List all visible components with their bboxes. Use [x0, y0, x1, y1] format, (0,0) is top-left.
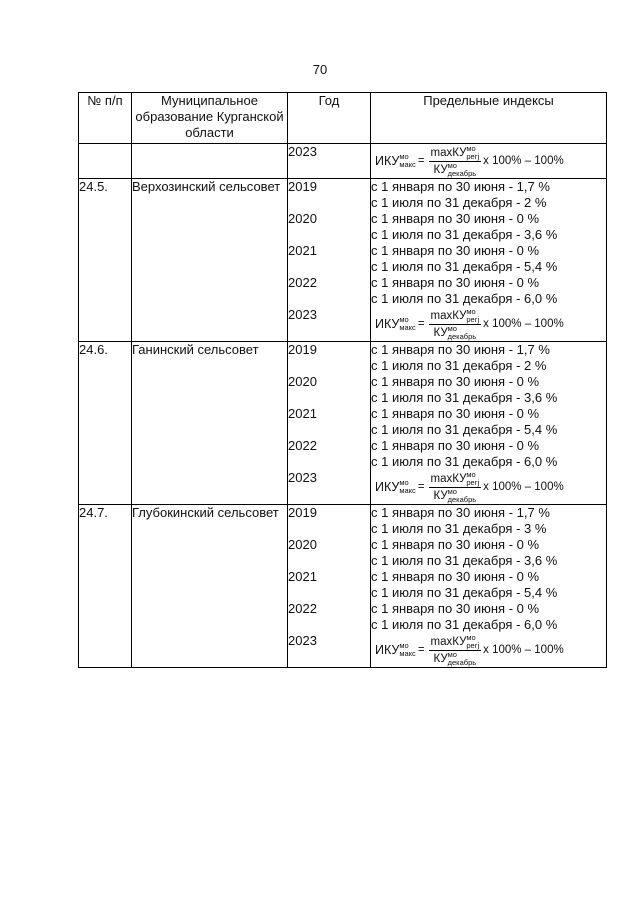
- header-year: Год: [288, 93, 371, 144]
- formula-numerator-sup: мо: [466, 469, 476, 479]
- table-header-row: [79, 93, 607, 144]
- year-value: 2019: [288, 342, 317, 357]
- index-line: с 1 января по 30 июня - 0 %: [371, 211, 540, 226]
- year-value: 2023: [288, 633, 317, 648]
- year-value: 2022: [288, 438, 317, 453]
- index-line: с 1 января по 30 июня - 0 %: [371, 243, 540, 258]
- formula-numerator-indices: [466, 145, 479, 161]
- formula-tail: x 100% – 100%: [483, 318, 564, 330]
- formula-numerator-text: maxКУ: [430, 309, 467, 322]
- continuation-year: 2023: [288, 144, 371, 179]
- formula-denominator-indices: [448, 325, 477, 341]
- formula-denominator-sub: декабрь: [447, 168, 477, 178]
- row-indices: [371, 505, 607, 668]
- formula-numerator-sup: мо: [466, 306, 476, 316]
- formula-tail: x 100% – 100%: [483, 644, 564, 656]
- formula-denominator-text: КУ: [433, 326, 448, 339]
- formula-lhs-indices: [399, 479, 415, 495]
- row-number: 24.5.: [79, 179, 132, 342]
- formula-lhs: ИКУ: [375, 154, 400, 168]
- index-line: с 1 января по 30 июня - 0 %: [371, 601, 540, 616]
- formula-denominator-sub: декабрь: [447, 657, 477, 667]
- formula-numerator-text: maxКУ: [430, 472, 467, 485]
- formula-numerator-indices: [466, 308, 479, 324]
- index-line: с 1 июля по 31 декабря - 2 %: [371, 195, 547, 210]
- formula-lhs-sup: мо: [399, 641, 409, 650]
- formula-denominator-sub: декабрь: [447, 494, 477, 504]
- formula-lhs-sup: мо: [399, 478, 409, 487]
- formula-lhs-indices: [399, 642, 415, 658]
- index-line: с 1 января по 30 июня - 0 %: [371, 537, 540, 552]
- index-line: с 1 июля по 31 декабря - 3,6 %: [371, 553, 558, 568]
- row-municipality: Ганинский сельсовет: [132, 342, 288, 505]
- index-line: с 1 июля по 31 декабря - 3,6 %: [371, 227, 558, 242]
- year-value: 2021: [288, 569, 317, 584]
- formula-numerator-sub: pегj: [466, 640, 480, 650]
- formula: [371, 633, 606, 667]
- formula-numerator: [429, 634, 482, 651]
- formula-lhs: ИКУ: [375, 480, 400, 494]
- continuation-formula-cell: [371, 144, 607, 179]
- row-number: 24.7.: [79, 505, 132, 668]
- continuation-num-cell: [79, 144, 132, 179]
- year-value: 2019: [288, 505, 317, 520]
- row-indices: [371, 342, 607, 505]
- formula-lhs-indices: [399, 316, 415, 332]
- row-municipality: Глубокинский сельсовет: [132, 505, 288, 668]
- index-line: с 1 июля по 31 декабря - 5,4 %: [371, 585, 558, 600]
- index-line: с 1 июля по 31 декабря - 3 %: [371, 521, 547, 536]
- index-line: с 1 июля по 31 декабря - 6,0 %: [371, 291, 558, 306]
- formula: [371, 470, 606, 504]
- formula-denominator-indices: [448, 488, 477, 504]
- formula-equals: =: [417, 644, 425, 656]
- index-line: с 1 января по 30 июня - 0 %: [371, 406, 540, 421]
- formula-denominator-sup: мо: [447, 323, 457, 333]
- row-years: [288, 179, 371, 342]
- formula-denominator: [431, 488, 478, 504]
- header-municipality: Муниципальное образование Курганской области: [132, 93, 288, 144]
- formula-denominator: [431, 325, 478, 341]
- formula-numerator-sub: pегj: [466, 314, 480, 324]
- index-line: с 1 января по 30 июня - 0 %: [371, 438, 540, 453]
- formula-denominator-sup: мо: [447, 160, 457, 170]
- formula-lhs-sub: макс: [399, 649, 416, 658]
- row-indices: [371, 179, 607, 342]
- year-value: 2023: [288, 470, 317, 485]
- year-value: 2023: [288, 307, 317, 322]
- index-line: с 1 января по 30 июня - 0 %: [371, 374, 540, 389]
- year-value: 2021: [288, 243, 317, 258]
- formula: [371, 144, 606, 178]
- formula-lhs-indices: [399, 153, 415, 169]
- formula-numerator-sub: pегj: [466, 477, 480, 487]
- index-line: с 1 января по 30 июня - 1,7 %: [371, 505, 550, 520]
- table-row: [79, 342, 607, 505]
- formula-numerator: [429, 471, 482, 488]
- formula-numerator-sup: мо: [466, 632, 476, 642]
- row-number: 24.6.: [79, 342, 132, 505]
- formula-equals: =: [417, 155, 425, 167]
- formula-denominator-text: КУ: [433, 163, 448, 176]
- index-line: с 1 января по 30 июня - 1,7 %: [371, 342, 550, 357]
- index-line: с 1 января по 30 июня - 1,7 %: [371, 179, 550, 194]
- formula-lhs-sup: мо: [399, 152, 409, 161]
- continuation-row: [79, 144, 607, 179]
- year-value: 2022: [288, 601, 317, 616]
- index-line: с 1 июля по 31 декабря - 6,0 %: [371, 617, 558, 632]
- page-number: 70: [312, 62, 328, 77]
- year-value: 2020: [288, 211, 317, 226]
- year-value: 2021: [288, 406, 317, 421]
- formula-lhs-sub: макс: [399, 160, 416, 169]
- formula-denominator-sub: декабрь: [447, 331, 477, 341]
- row-municipality: Верхозинский сельсовет: [132, 179, 288, 342]
- formula-numerator-indices: [466, 471, 479, 487]
- table-row: [79, 505, 607, 668]
- formula-numerator-text: maxКУ: [430, 146, 467, 159]
- formula-numerator-sup: мо: [466, 143, 476, 153]
- formula-lhs: ИКУ: [375, 643, 400, 657]
- formula-numerator: [429, 308, 482, 325]
- year-value: 2020: [288, 374, 317, 389]
- index-line: с 1 июля по 31 декабря - 6,0 %: [371, 454, 558, 469]
- formula-equals: =: [417, 481, 425, 493]
- continuation-municipality-cell: [132, 144, 288, 179]
- formula-tail: x 100% – 100%: [483, 481, 564, 493]
- year-value: 2019: [288, 179, 317, 194]
- index-line: с 1 июля по 31 декабря - 3,6 %: [371, 390, 558, 405]
- formula-denominator-sup: мо: [447, 649, 457, 659]
- row-years: [288, 342, 371, 505]
- formula-numerator-sub: pегj: [466, 151, 480, 161]
- index-line: с 1 июля по 31 декабря - 5,4 %: [371, 259, 558, 274]
- index-line: с 1 июля по 31 декабря - 2 %: [371, 358, 547, 373]
- formula-fraction: [429, 308, 482, 341]
- formula-denominator: [431, 651, 478, 667]
- year-value: 2022: [288, 275, 317, 290]
- formula-lhs-sub: макс: [399, 323, 416, 332]
- formula-lhs: ИКУ: [375, 317, 400, 331]
- formula-lhs-sub: макс: [399, 486, 416, 495]
- formula-tail: x 100% – 100%: [483, 155, 564, 167]
- formula-denominator: [431, 162, 478, 178]
- formula-denominator-indices: [448, 162, 477, 178]
- formula-lhs-sup: мо: [399, 315, 409, 324]
- index-line: с 1 января по 30 июня - 0 %: [371, 275, 540, 290]
- formula-fraction: [429, 471, 482, 504]
- header-indices: Предельные индексы: [371, 93, 607, 144]
- formula-denominator-text: КУ: [433, 652, 448, 665]
- formula-denominator-indices: [448, 651, 477, 667]
- indices-table: [78, 92, 607, 668]
- formula-fraction: [429, 145, 482, 178]
- row-years: [288, 505, 371, 668]
- formula-denominator-text: КУ: [433, 489, 448, 502]
- year-value: 2020: [288, 537, 317, 552]
- header-num: № п/п: [79, 93, 132, 144]
- table-row: [79, 179, 607, 342]
- formula-numerator-text: maxКУ: [430, 635, 467, 648]
- index-line: с 1 июля по 31 декабря - 5,4 %: [371, 422, 558, 437]
- formula-denominator-sup: мо: [447, 486, 457, 496]
- formula-fraction: [429, 634, 482, 667]
- formula-numerator-indices: [466, 634, 479, 650]
- formula-equals: =: [417, 318, 425, 330]
- formula: [371, 307, 606, 341]
- formula-numerator: [429, 145, 482, 162]
- index-line: с 1 января по 30 июня - 0 %: [371, 569, 540, 584]
